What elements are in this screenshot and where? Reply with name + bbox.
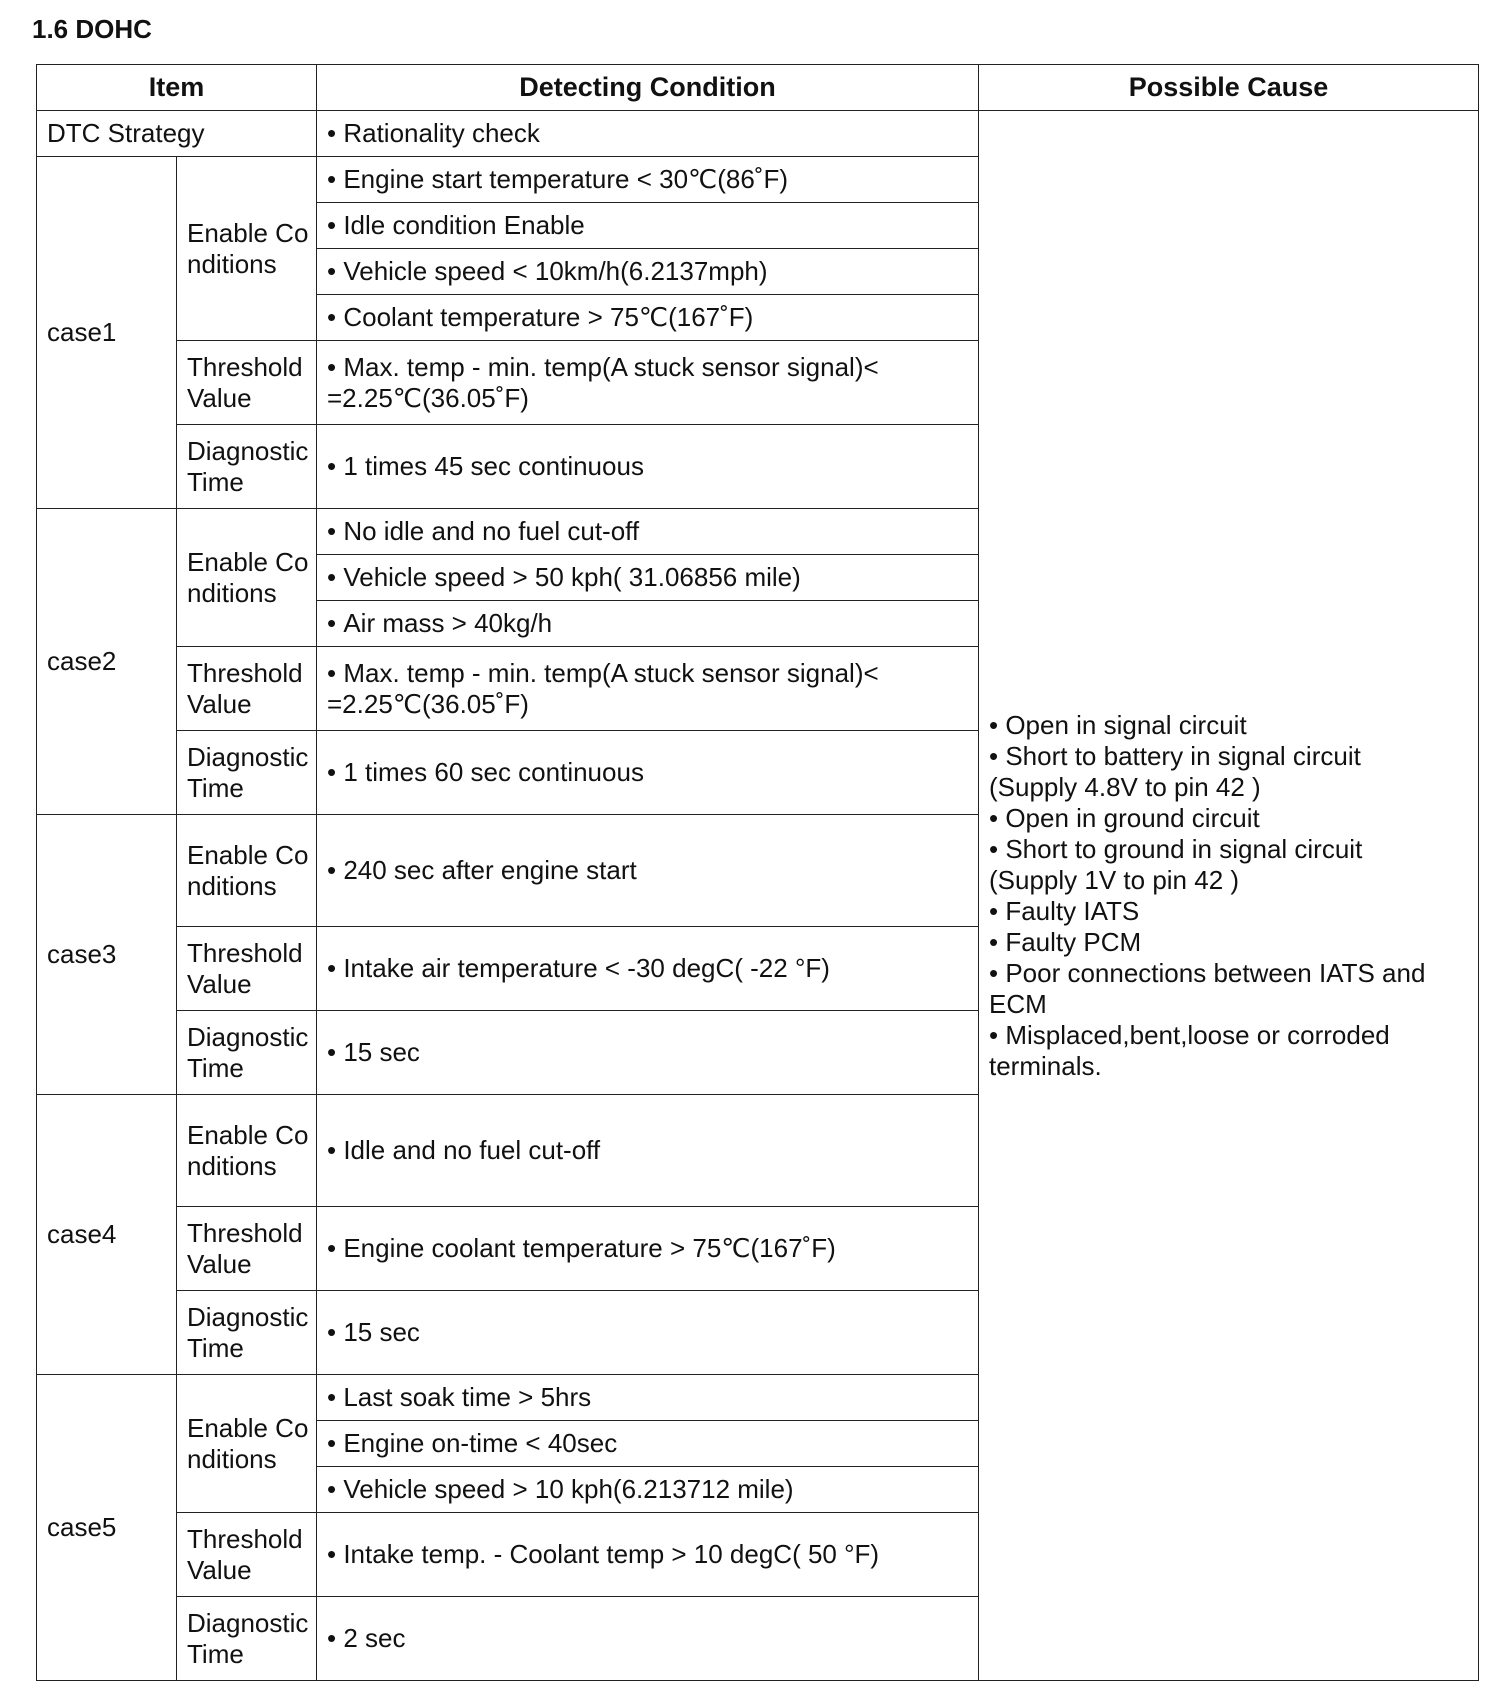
threshold-value	[317, 647, 979, 731]
enable-condition-text: • No idle and no fuel cut-off	[327, 516, 639, 546]
possible-cause-item: • Short to battery in signal circuit	[989, 741, 1470, 772]
possible-cause-item: • Open in ground circuit	[989, 803, 1470, 834]
enable-condition-value	[317, 1095, 979, 1207]
enable-conditions-label: Enable Conditions	[177, 1375, 317, 1513]
enable-condition-text: • Air mass > 40kg/h	[327, 608, 552, 638]
threshold-value	[317, 1513, 979, 1597]
diagnostic-time-text: • 1 times 60 sec continuous	[327, 757, 644, 787]
threshold-value-label: Threshold Value	[177, 1207, 317, 1291]
possible-cause-item: • Short to ground in signal circuit	[989, 834, 1470, 865]
dtc-table	[36, 64, 1479, 1681]
enable-conditions-label: Enable Conditions	[177, 509, 317, 647]
case-label: case1	[37, 157, 177, 509]
diagnostic-time-value	[317, 1597, 979, 1681]
case-label: case5	[37, 1375, 177, 1681]
threshold-text: • Max. temp - min. temp(A stuck sensor signal)< =2.25℃(36.05˚F)	[327, 658, 879, 719]
enable-condition-value	[317, 555, 979, 601]
threshold-value	[317, 341, 979, 425]
header-item: Item	[37, 65, 317, 111]
threshold-value-label: Threshold Value	[177, 647, 317, 731]
header-detecting-condition: Detecting Condition	[317, 65, 979, 111]
enable-condition-text: • Vehicle speed < 10km/h(6.2137mph)	[327, 256, 768, 286]
threshold-text: • Intake air temperature < -30 degC( -22 °F)	[327, 953, 830, 983]
enable-condition-text: • Idle condition Enable	[327, 210, 585, 240]
enable-condition-value	[317, 509, 979, 555]
enable-condition-value	[317, 1375, 979, 1421]
possible-cause-item: • Faulty IATS	[989, 896, 1470, 927]
enable-condition-text: • Vehicle speed > 10 kph(6.213712 mile)	[327, 1474, 794, 1504]
diagnostic-time-label: Diagnostic Time	[177, 1291, 317, 1375]
diagnostic-time-label: Diagnostic Time	[177, 425, 317, 509]
diagnostic-time-label: Diagnostic Time	[177, 731, 317, 815]
diagnostic-time-value	[317, 1291, 979, 1375]
enable-condition-text: • 240 sec after engine start	[327, 855, 637, 885]
header-possible-cause: Possible Cause	[979, 65, 1479, 111]
possible-cause-item: (Supply 4.8V to pin 42 )	[989, 771, 1261, 802]
enable-condition-value	[317, 295, 979, 341]
diagnostic-time-label: Diagnostic Time	[177, 1597, 317, 1681]
possible-cause-item: (Supply 1V to pin 42 )	[989, 864, 1240, 895]
threshold-value	[317, 927, 979, 1011]
diagnostic-time-value	[317, 731, 979, 815]
threshold-value-label: Threshold Value	[177, 927, 317, 1011]
enable-condition-text: • Idle and no fuel cut-off	[327, 1135, 600, 1165]
enable-condition-text: • Engine on-time < 40sec	[327, 1428, 617, 1458]
enable-condition-text: • Coolant temperature > 75℃(167˚F)	[327, 302, 753, 332]
possible-cause-item: • Open in signal circuit	[989, 710, 1470, 741]
enable-condition-value	[317, 249, 979, 295]
dtc-strategy-value	[317, 111, 979, 157]
possible-cause-cell	[979, 111, 1479, 1681]
diagnostic-time-text: • 2 sec	[327, 1623, 405, 1653]
diagnostic-time-text: • 1 times 45 sec continuous	[327, 451, 644, 481]
enable-conditions-label: Enable Conditions	[177, 157, 317, 341]
threshold-value-label: Threshold Value	[177, 341, 317, 425]
enable-condition-value	[317, 157, 979, 203]
enable-condition-text: • Last soak time > 5hrs	[327, 1382, 591, 1412]
diagnostic-time-value	[317, 425, 979, 509]
enable-condition-value	[317, 203, 979, 249]
diagnostic-time-text: • 15 sec	[327, 1317, 420, 1347]
threshold-text: • Intake temp. - Coolant temp > 10 degC( 50 °F)	[327, 1539, 879, 1569]
possible-cause-item: • Misplaced,bent,loose or corroded terminals.	[989, 1020, 1470, 1082]
dtc-strategy-text: • Rationality check	[327, 118, 540, 148]
threshold-value-label: Threshold Value	[177, 1513, 317, 1597]
possible-cause-item: • Faulty PCM	[989, 927, 1470, 958]
enable-condition-value	[317, 1421, 979, 1467]
diagnostic-time-label: Diagnostic Time	[177, 1011, 317, 1095]
threshold-text: • Engine coolant temperature > 75℃(167˚F)	[327, 1233, 836, 1263]
enable-condition-text: • Vehicle speed > 50 kph( 31.06856 mile)	[327, 562, 801, 592]
diagnostic-time-value	[317, 1011, 979, 1095]
enable-condition-text: • Engine start temperature < 30℃(86˚F)	[327, 164, 788, 194]
enable-condition-value	[317, 601, 979, 647]
threshold-text: • Max. temp - min. temp(A stuck sensor signal)< =2.25℃(36.05˚F)	[327, 352, 879, 413]
header-row	[37, 65, 1479, 111]
diagnostic-time-text: • 15 sec	[327, 1037, 420, 1067]
dtc-strategy-label: DTC Strategy	[37, 111, 317, 157]
possible-cause-item: • Poor connections between IATS and ECM	[989, 958, 1470, 1020]
case-label: case2	[37, 509, 177, 815]
dtc-strategy-row	[37, 111, 1479, 157]
enable-condition-value	[317, 815, 979, 927]
enable-conditions-label: Enable Conditions	[177, 1095, 317, 1207]
page-title: 1.6 DOHC	[32, 14, 152, 44]
enable-conditions-label: Enable Conditions	[177, 815, 317, 927]
case-label: case4	[37, 1095, 177, 1375]
enable-condition-value	[317, 1467, 979, 1513]
threshold-value	[317, 1207, 979, 1291]
case-label: case3	[37, 815, 177, 1095]
